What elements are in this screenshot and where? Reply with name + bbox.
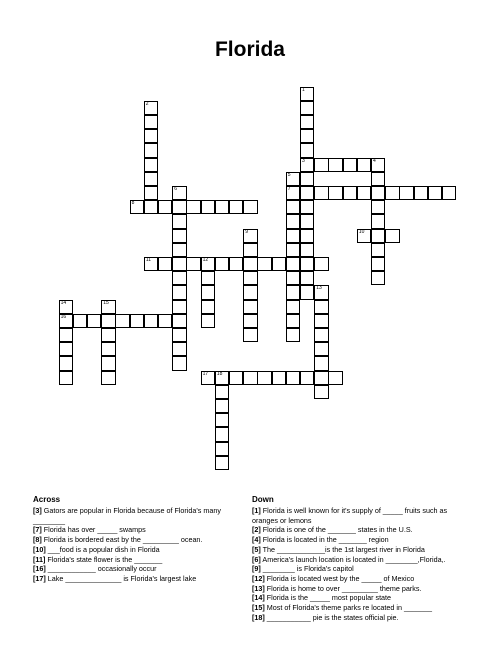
clue-text: ________ is Florida's capitol	[262, 564, 354, 574]
grid-cell[interactable]	[371, 214, 385, 228]
grid-cell[interactable]	[300, 200, 314, 214]
grid-cell[interactable]	[101, 342, 115, 356]
down-clue	[252, 535, 467, 545]
grid-cell[interactable]	[243, 271, 257, 285]
grid-cell[interactable]	[144, 158, 158, 172]
clue-text: Florida has over _____ swamps	[43, 525, 146, 535]
grid-cell[interactable]	[286, 271, 300, 285]
grid-cell[interactable]	[300, 243, 314, 257]
across-clue	[33, 555, 241, 565]
grid-cell[interactable]	[144, 101, 158, 115]
down-clue	[252, 506, 467, 525]
grid-cell[interactable]	[215, 200, 229, 214]
grid-cell[interactable]	[101, 371, 115, 385]
clue-text: ___________ pie is the states official pie.	[266, 612, 399, 622]
grid-cell[interactable]	[215, 399, 229, 413]
grid-cell[interactable]	[371, 186, 385, 200]
grid-cell[interactable]	[314, 314, 328, 328]
grid-cell[interactable]	[371, 229, 385, 243]
grid-cell[interactable]	[172, 200, 186, 214]
grid-cell[interactable]	[328, 371, 342, 385]
grid-cell[interactable]	[144, 186, 158, 200]
clue-label: [1]	[252, 506, 261, 515]
grid-cell[interactable]	[300, 87, 314, 101]
grid-cell[interactable]	[328, 186, 342, 200]
grid-cell[interactable]	[158, 257, 172, 271]
clue-number: 9	[245, 228, 248, 235]
clue-number: 11	[145, 256, 151, 263]
grid-cell[interactable]	[300, 172, 314, 186]
clue-label: [16]	[33, 564, 46, 574]
grid-cell[interactable]	[243, 200, 257, 214]
clue-number: 1	[302, 86, 305, 93]
grid-cell[interactable]	[201, 371, 215, 385]
grid-cell[interactable]	[300, 229, 314, 243]
grid-cell[interactable]	[243, 229, 257, 243]
grid-cell[interactable]	[286, 328, 300, 342]
clue-label: [5]	[252, 544, 261, 554]
grid-cell[interactable]	[144, 314, 158, 328]
grid-cell[interactable]	[286, 229, 300, 243]
grid-cell[interactable]	[130, 200, 144, 214]
grid-cell[interactable]	[257, 257, 271, 271]
grid-cell[interactable]	[144, 129, 158, 143]
grid-cell[interactable]	[385, 229, 399, 243]
grid-cell[interactable]	[59, 356, 73, 370]
grid-cell[interactable]	[314, 257, 328, 271]
grid-cell[interactable]	[314, 285, 328, 299]
clue-text: Florida's state flower is the _______	[47, 554, 163, 564]
across-heading: Across	[33, 495, 61, 504]
across-clue	[33, 506, 241, 525]
grid-cell[interactable]	[172, 285, 186, 299]
clue-text: ____________ occasionally occur	[47, 564, 157, 574]
grid-cell[interactable]	[101, 300, 115, 314]
grid-cell[interactable]	[286, 214, 300, 228]
grid-cell[interactable]	[172, 243, 186, 257]
grid-cell[interactable]	[144, 200, 158, 214]
grid-cell[interactable]	[215, 257, 229, 271]
grid-cell[interactable]	[130, 314, 144, 328]
grid-cell[interactable]	[229, 371, 243, 385]
clue-text: ___food is a popular dish in Florida	[47, 544, 160, 554]
grid-cell[interactable]	[314, 371, 328, 385]
clue-number: 2	[145, 100, 149, 107]
clue-label: [14]	[252, 593, 265, 603]
grid-cell[interactable]	[300, 214, 314, 228]
grid-cell[interactable]	[243, 328, 257, 342]
grid-cell[interactable]	[300, 271, 314, 285]
clue-label: [2]	[252, 525, 261, 535]
clue-number: 18	[216, 370, 223, 377]
grid-cell[interactable]	[101, 328, 115, 342]
grid-cell[interactable]	[300, 129, 314, 143]
grid-cell[interactable]	[186, 257, 200, 271]
clue-label: [12]	[252, 573, 265, 583]
clue-number: 7	[287, 185, 291, 192]
clue-number: 4	[373, 157, 376, 164]
across-clues	[33, 494, 241, 584]
clue-text: Gators are popular in Florida because of Florida's many ________	[33, 506, 221, 525]
grid-cell[interactable]	[59, 328, 73, 342]
grid-cell[interactable]	[144, 143, 158, 157]
grid-cell[interactable]	[371, 172, 385, 186]
grid-cell[interactable]	[115, 314, 129, 328]
grid-cell[interactable]	[229, 200, 243, 214]
grid-cell[interactable]	[300, 158, 314, 172]
grid-cell[interactable]	[257, 371, 271, 385]
grid-cell[interactable]	[300, 285, 314, 299]
grid-cell[interactable]	[172, 356, 186, 370]
clue-label: [10]	[33, 544, 46, 554]
clue-number: 3	[302, 157, 305, 164]
grid-cell[interactable]	[201, 314, 215, 328]
grid-cell[interactable]	[442, 186, 456, 200]
grid-cell[interactable]	[300, 186, 314, 200]
grid-cell[interactable]	[215, 385, 229, 399]
grid-cell[interactable]	[314, 186, 328, 200]
grid-cell[interactable]	[414, 186, 428, 200]
grid-cell[interactable]	[243, 243, 257, 257]
grid-cell[interactable]	[314, 328, 328, 342]
clue-number: 15	[103, 299, 109, 306]
grid-cell[interactable]	[201, 257, 215, 271]
clue-label: [7]	[33, 525, 42, 535]
grid-cell[interactable]	[87, 314, 101, 328]
grid-cell[interactable]	[357, 158, 371, 172]
clue-number: 8	[131, 200, 135, 207]
grid-cell[interactable]	[371, 200, 385, 214]
grid-cell[interactable]	[101, 356, 115, 370]
puzzle-title: Florida	[214, 38, 285, 61]
grid-cell[interactable]	[101, 314, 115, 328]
clue-text: Florida is the _____ most popular state	[266, 593, 392, 603]
down-clues	[252, 494, 467, 622]
grid-cell[interactable]	[186, 200, 200, 214]
grid-cell[interactable]	[73, 314, 87, 328]
grid-cell[interactable]	[215, 456, 229, 470]
grid-cell[interactable]	[172, 257, 186, 271]
clue-number: 16	[60, 313, 67, 320]
down-clue	[252, 545, 467, 555]
grid-cell[interactable]	[272, 371, 286, 385]
grid-cell[interactable]	[357, 229, 371, 243]
grid-cell[interactable]	[314, 385, 328, 399]
grid-cell[interactable]	[300, 115, 314, 129]
clue-text: Florida is located in the _______ region	[262, 535, 389, 545]
grid-cell[interactable]	[59, 371, 73, 385]
grid-cell[interactable]	[215, 427, 229, 441]
grid-cell[interactable]	[286, 285, 300, 299]
grid-cell[interactable]	[59, 342, 73, 356]
across-clue	[33, 574, 241, 584]
grid-cell[interactable]	[371, 257, 385, 271]
clue-number: 12	[202, 256, 209, 263]
grid-cell[interactable]	[144, 115, 158, 129]
grid-cell[interactable]	[172, 314, 186, 328]
across-clue	[33, 545, 241, 555]
grid-cell[interactable]	[300, 101, 314, 115]
grid-cell[interactable]	[201, 271, 215, 285]
grid-cell[interactable]	[172, 271, 186, 285]
grid-cell[interactable]	[314, 342, 328, 356]
clue-text: Lake ______________ is Florida's largest lake	[47, 573, 197, 583]
grid-cell[interactable]	[272, 257, 286, 271]
clue-label: [3]	[33, 506, 42, 515]
grid-cell[interactable]	[343, 158, 357, 172]
grid-cell[interactable]	[300, 143, 314, 157]
grid-cell[interactable]	[201, 200, 215, 214]
grid-cell[interactable]	[286, 200, 300, 214]
grid-cell[interactable]	[243, 371, 257, 385]
clue-text: Florida is located west by the _____ of Mexico	[266, 573, 415, 583]
across-clue-list	[33, 506, 241, 584]
grid-cell[interactable]	[300, 257, 314, 271]
clue-text: Florida is well known for it's supply of _____ fruits such as oranges or lemons	[252, 506, 448, 525]
clue-number: 6	[174, 185, 177, 192]
grid-cell[interactable]	[428, 186, 442, 200]
down-clue-list	[252, 506, 467, 622]
grid-cell[interactable]	[59, 300, 73, 314]
grid-cell[interactable]	[371, 158, 385, 172]
grid-cell[interactable]	[243, 257, 257, 271]
down-heading: Down	[252, 495, 274, 504]
clue-label: [6]	[252, 554, 261, 564]
grid-cell[interactable]	[172, 214, 186, 228]
grid-cell[interactable]	[158, 200, 172, 214]
grid-cell[interactable]	[172, 300, 186, 314]
clue-label: [8]	[33, 535, 42, 545]
grid-cell[interactable]	[286, 300, 300, 314]
grid-cell[interactable]	[371, 271, 385, 285]
grid-cell[interactable]	[243, 314, 257, 328]
grid-cell[interactable]	[172, 342, 186, 356]
grid-cell[interactable]	[215, 413, 229, 427]
grid-cell[interactable]	[172, 328, 186, 342]
across-clue	[33, 525, 241, 535]
down-clue	[252, 613, 467, 623]
grid-cell[interactable]	[314, 158, 328, 172]
grid-cell[interactable]	[59, 314, 73, 328]
clue-text: Most of Florida's theme parks re located in _______	[266, 603, 432, 613]
clue-number: 13	[316, 285, 322, 292]
grid-cell[interactable]	[286, 243, 300, 257]
clue-label: [4]	[252, 535, 261, 545]
clue-label: [13]	[252, 583, 265, 593]
grid-cell[interactable]	[172, 229, 186, 243]
grid-cell[interactable]	[158, 314, 172, 328]
grid-cell[interactable]	[215, 442, 229, 456]
grid-cell[interactable]	[229, 257, 243, 271]
clue-number: 17	[202, 370, 209, 377]
clue-text: Florida is one of the _______ states in the U.S.	[262, 525, 413, 535]
clue-text: Florida is bordered east by the _________ ocean.	[43, 535, 203, 545]
grid-cell[interactable]	[243, 285, 257, 299]
grid-cell[interactable]	[286, 172, 300, 186]
clue-text: Florida is home to over _________ theme parks.	[266, 583, 422, 593]
clue-label: [11]	[33, 554, 46, 564]
clue-number: 5	[287, 171, 291, 178]
down-clue	[252, 574, 467, 584]
grid-cell[interactable]	[201, 300, 215, 314]
clue-label: [15]	[252, 603, 265, 613]
grid-cell[interactable]	[371, 243, 385, 257]
grid-cell[interactable]	[172, 186, 186, 200]
grid-cell[interactable]	[343, 186, 357, 200]
across-clue	[33, 564, 241, 574]
grid-cell[interactable]	[144, 172, 158, 186]
grid-cell[interactable]	[328, 158, 342, 172]
clue-label: [18]	[252, 612, 265, 622]
grid-cell[interactable]	[286, 186, 300, 200]
grid-cell[interactable]	[201, 285, 215, 299]
clue-label: [9]	[252, 564, 261, 574]
clue-text: America's launch location is located in ________,Florida,.	[262, 554, 446, 564]
clue-number: 14	[60, 299, 67, 306]
down-clue	[252, 603, 467, 613]
down-clue	[252, 593, 467, 603]
clue-text: The ____________is the 1st largest river in Florida	[262, 544, 425, 554]
grid-cell[interactable]	[243, 300, 257, 314]
grid-cell[interactable]	[215, 371, 229, 385]
grid-cell[interactable]	[286, 314, 300, 328]
grid-cell[interactable]	[314, 300, 328, 314]
grid-cell[interactable]	[314, 356, 328, 370]
grid-cell[interactable]	[399, 186, 413, 200]
grid-cell[interactable]	[286, 371, 300, 385]
down-clue	[252, 555, 467, 565]
clue-label: [17]	[33, 573, 46, 583]
down-clue	[252, 525, 467, 535]
clue-number: 10	[358, 228, 365, 235]
grid-cell[interactable]	[357, 186, 371, 200]
grid-cell[interactable]	[385, 186, 399, 200]
grid-cell[interactable]	[286, 257, 300, 271]
down-clue	[252, 584, 467, 594]
grid-cell[interactable]	[144, 257, 158, 271]
across-clue	[33, 535, 241, 545]
down-clue	[252, 564, 467, 574]
grid-cell[interactable]	[300, 371, 314, 385]
